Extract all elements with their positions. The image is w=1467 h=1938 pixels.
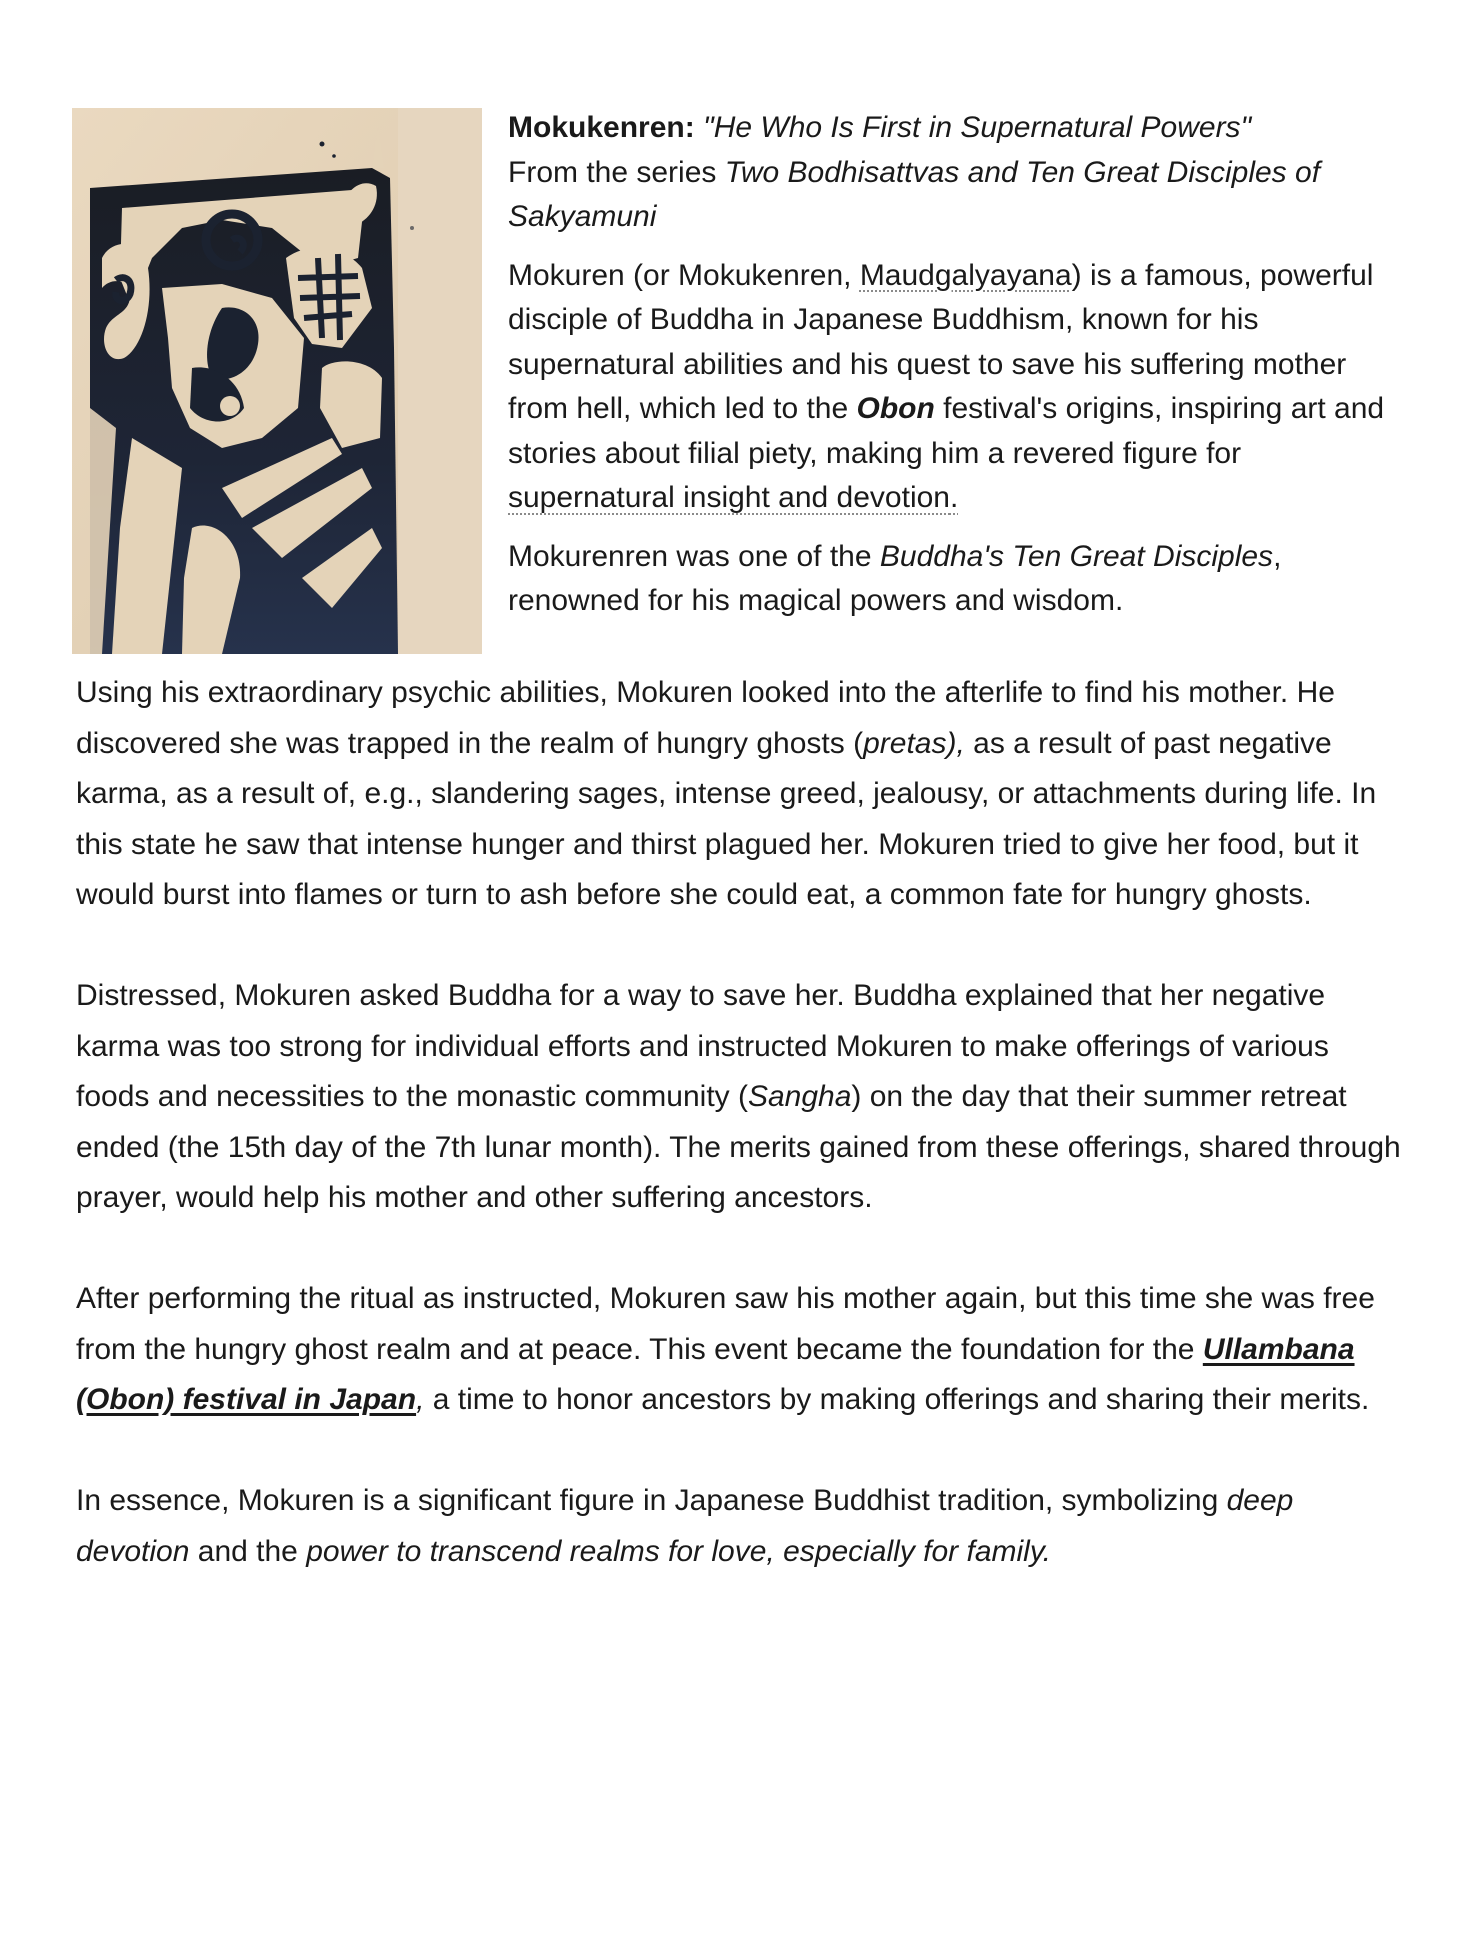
woodblock-print-image bbox=[72, 108, 482, 654]
ritual-paragraph bbox=[76, 1274, 1406, 1426]
ten-great-disciples: Buddha's Ten Great Disciples bbox=[879, 539, 1274, 573]
text-span: After performing the ritual as instructed, Mokuren saw his mother again, but this time she was free from the hungry ghost realm and at peace. This event became the foundation for the bbox=[76, 1282, 1375, 1366]
text-span: festival's origins, inspiring art and stories about filial piety, making him a revered figure for bbox=[508, 392, 1385, 470]
series-prefix: From the series bbox=[508, 155, 725, 189]
text-span: as a result of past negative karma, as a result of, e.g., slandering sages, intense greed, jealousy, or attachments during life. In this state he saw that intense hunger and thirst plagued her. Mokuren tried to give her food, but it would burst into flames or turn to ash before she could eat, a common fate for hungry ghosts. bbox=[76, 726, 1377, 911]
text-span: , bbox=[416, 1383, 425, 1416]
text-span: , renowned for his magical powers and wisdom. bbox=[508, 539, 1282, 617]
text-span: Mokuren (or Mokukenren, bbox=[508, 258, 860, 292]
text-span: Using his extraordinary psychic abilities, Mokuren looked into the afterlife to find his mother. He discovered she was trapped in the realm of hungry ghosts ( bbox=[76, 676, 1335, 760]
text-span: Mokurenren was one of the bbox=[508, 539, 880, 573]
pretas-term: pretas), bbox=[863, 726, 965, 760]
grammar-suggestion-term: supernatural insight and devotion bbox=[508, 481, 950, 514]
text-span: ) is a famous, powerful disciple of Buddha in Japanese Buddhism, known for his supernatural abilities and his quest to save his suffering mother from hell, which led to the bbox=[508, 258, 1374, 425]
ullambana-festival-link[interactable]: Ullambana (Obon) festival in Japan bbox=[76, 1332, 1355, 1416]
deep-devotion: deep devotion bbox=[76, 1484, 1294, 1568]
epithet: "He Who Is First in Supernatural Powers" bbox=[703, 111, 1252, 144]
power-to-transcend: power to transcend realms for love, especially for family. bbox=[306, 1534, 1051, 1568]
intro-text-block bbox=[508, 106, 1408, 638]
intro-paragraph bbox=[508, 254, 1408, 521]
sangha-term: Sangha bbox=[747, 1080, 852, 1113]
distressed-paragraph bbox=[76, 971, 1406, 1224]
text-span: a time to honor ancestors by making offerings and sharing their merits. bbox=[424, 1383, 1370, 1416]
essence-paragraph bbox=[76, 1476, 1406, 1577]
text-span: ) on the day that their summer retreat ended (the 15th day of the 7th lunar month). The merits gained from these offerings, shared through prayer, would help his mother and other suffering ancestors. bbox=[76, 1080, 1401, 1214]
text-span: In essence, Mokuren is a significant figure in Japanese Buddhist tradition, symbolizing bbox=[76, 1484, 1227, 1517]
afterlife-paragraph bbox=[76, 668, 1406, 921]
series-title: Two Bodhisattvas and Ten Great Disciples of Sakyamuni bbox=[508, 155, 1321, 233]
disciples-paragraph bbox=[508, 535, 1408, 624]
spellcheck-term-maudgalyayana: Maudgalyayana bbox=[859, 258, 1072, 292]
text-span: . bbox=[949, 481, 959, 514]
title-line bbox=[508, 106, 1408, 240]
body-text-block bbox=[76, 668, 1406, 1628]
text-span: and the bbox=[189, 1534, 307, 1568]
text-span: Distressed, Mokuren asked Buddha for a way to save her. Buddha explained that her negative karma was too strong for individual efforts and instructed Mokuren to make offerings of various foods and necessities to the monastic community ( bbox=[76, 979, 1329, 1113]
obon-term: Obon bbox=[856, 392, 935, 425]
woodblock-print-graphic bbox=[72, 108, 482, 654]
disciple-name: Mokukenren: bbox=[508, 111, 695, 144]
